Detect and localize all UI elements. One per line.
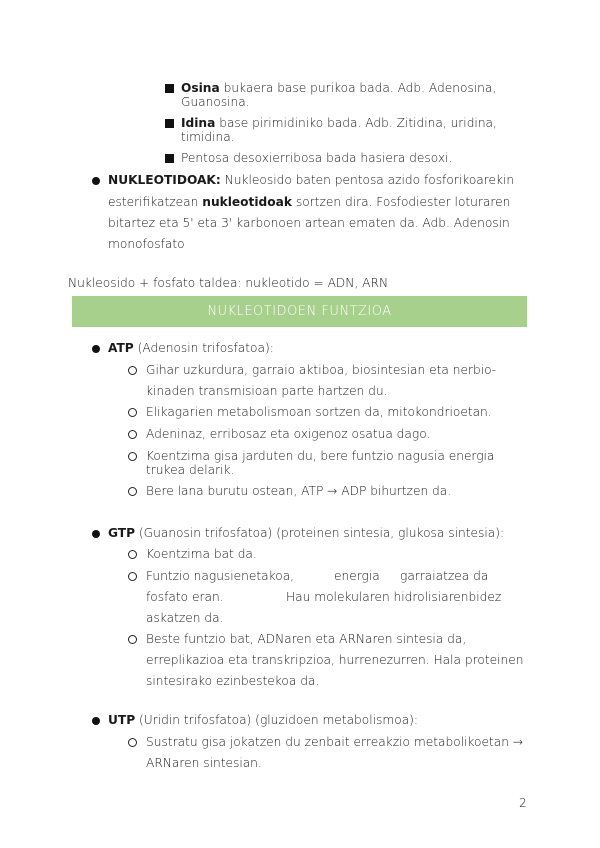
circle-bullet-icon: [128, 550, 137, 559]
circle-bullet-icon: [128, 635, 137, 644]
gtp-item-3-line-3: sintesirako ezinbestekoa da.: [146, 674, 320, 688]
nucleotides-term: NUKLEOTIDOAK:: [108, 173, 221, 187]
gtp-item-1: Koentzima bat da.: [146, 547, 257, 561]
bullet-icon: [92, 177, 100, 185]
square-bullet-icon: [165, 154, 174, 163]
atp-heading: ATP (Adenosin trifosfatoa):: [108, 341, 274, 355]
utp-item-1-line-2: ARNaren sintesian.: [146, 756, 262, 770]
atp-item-1-line-1: Gihar uzkurdura, garraio aktiboa, biosintesian eta nerbio-: [146, 363, 497, 377]
circle-bullet-icon: [128, 408, 137, 417]
gtp-item-3-line-2: erreplikazioa eta transkripzioa, hurrenezurren. Hala proteinen: [146, 653, 524, 667]
circle-bullet-icon: [128, 430, 137, 439]
circle-bullet-icon: [128, 738, 137, 747]
nucleotides-line-4: monofosfato: [108, 237, 185, 251]
osina-line-1: Osina bukaera base purikoa bada. Adb. Adenosina,: [181, 81, 497, 95]
circle-bullet-icon: [128, 487, 137, 496]
idina-line-2: timidina.: [181, 130, 235, 144]
gtp-item-2-w4: fosfato eran.: [146, 590, 224, 604]
gtp-item-2-w2: energia: [334, 569, 380, 583]
gtp-heading: GTP (Guanosin trifosfatoa) (proteinen sintesia, glukosa sintesia):: [108, 526, 505, 540]
square-bullet-icon: [165, 119, 174, 128]
page-number: 2: [519, 796, 527, 810]
gtp-item-2-w5: Hau molekularen hidrolisiarenbidez: [286, 590, 502, 604]
gtp-item-2-w6: askatzen da.: [146, 611, 224, 625]
utp-item-1-line-1: Sustratu gisa jokatzen du zenbait erreakzio metabolikoetan →: [146, 735, 524, 749]
nucleotides-line-1: NUKLEOTIDOAK: Nukleosido baten pentosa azido fosforikoarekin: [108, 173, 515, 187]
circle-bullet-icon: [128, 572, 137, 581]
section-title-band: NUKLEOTIDOEN FUNTZIOA: [72, 296, 527, 327]
idina-line-1: Idina base pirimidiniko bada. Adb. Zitidina, uridina,: [181, 116, 497, 130]
atp-item-4-line-1: Koentzima gisa jarduten du, bere funtzio nagusia energia: [146, 449, 495, 463]
gtp-item-2-w3: garraiatzea da: [400, 569, 489, 583]
bullet-icon: [92, 717, 100, 725]
utp-heading: UTP (Uridin trifosfatoa) (gluzidoen metabolismoa):: [108, 713, 419, 727]
osina-term: Osina: [181, 81, 220, 95]
idina-term: Idina: [181, 116, 216, 130]
formula-text: Nukleosido + fosfato taldea: nukleotido = ADN, ARN: [68, 276, 389, 290]
nucleotides-line-2: esterifikatzean nukleotidoak sortzen dira. Fosfodiester loturaren: [108, 195, 511, 209]
atp-item-1-line-2: kinaden transmisioan parte hartzen du.: [146, 384, 388, 398]
bullet-icon: [92, 345, 100, 353]
bullet-icon: [92, 530, 100, 538]
circle-bullet-icon: [128, 366, 137, 375]
atp-item-3: Adeninaz, erribosaz eta oxigenoz osatua dago.: [146, 427, 431, 441]
atp-item-4-line-2: trukea delarik.: [146, 463, 235, 477]
gtp-item-3-line-1: Beste funtzio bat, ADNaren eta ARNaren sintesia da,: [146, 632, 467, 646]
pentosa-line: Pentosa desoxierribosa bada hasiera desoxi.: [181, 151, 453, 165]
atp-item-2: Elikagarien metabolismoan sortzen da, mitokondrioetan.: [146, 405, 492, 419]
atp-item-5: Bere lana burutu ostean, ATP → ADP bihurtzen da.: [146, 484, 452, 498]
osina-line-2: Guanosina.: [181, 95, 250, 109]
circle-bullet-icon: [128, 452, 137, 461]
gtp-item-2-w1: Funtzio nagusienetakoa,: [146, 569, 295, 583]
nucleotides-line-3: bitartez eta 5' eta 3' karbonoen artean ematen da. Adb. Adenosin: [108, 216, 510, 230]
square-bullet-icon: [165, 84, 174, 93]
